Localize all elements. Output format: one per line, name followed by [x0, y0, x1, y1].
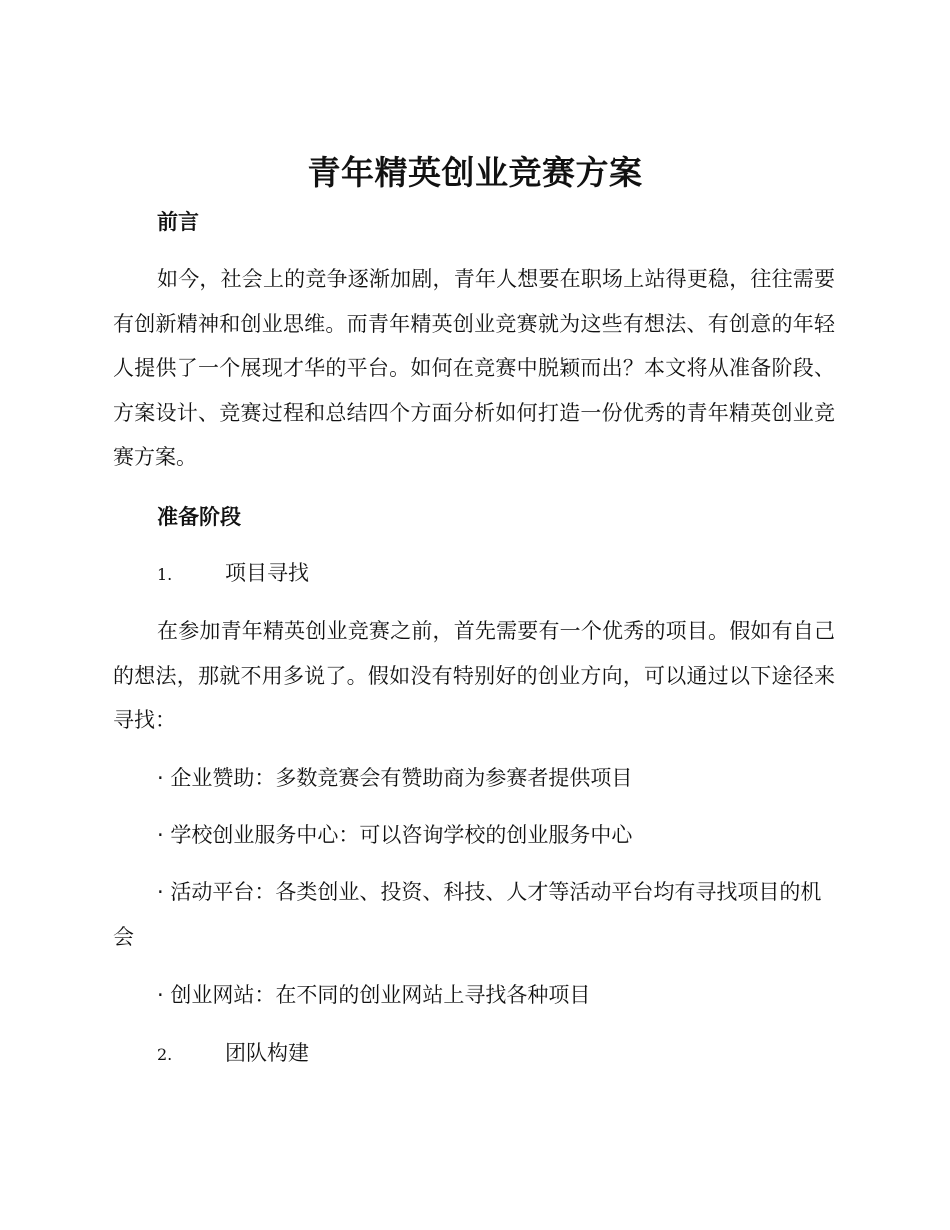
item-number: 2. [157, 1045, 173, 1064]
numbered-item-2 [157, 1038, 309, 1070]
bullet-item: · 活动平台：各类创业、投资、科技、人才等活动平台均有寻找项目的机会 [113, 880, 822, 949]
bullet-item: · 企业赞助：多数竞赛会有赞助商为参赛者提供项目 [157, 766, 633, 790]
item-number: 1. [157, 565, 173, 584]
project-search-paragraph: 在参加青年精英创业竞赛之前，首先需要有一个优秀的项目。假如有自己的想法，那就不用多说了。假如没有特别好的创业方向，可以通过以下途径来寻找： [113, 619, 835, 732]
document-title: 青年精英创业竞赛方案 [307, 153, 643, 192]
section-heading-preparation: 准备阶段 [157, 505, 241, 529]
section-heading-preface: 前言 [157, 210, 199, 234]
preface-paragraph: 如今，社会上的竞争逐渐加剧，青年人想要在职场上站得更稳，往往需要有创新精神和创业思维。而青年精英创业竞赛就为这些有想法、有创意的年轻人提供了一个展现才华的平台。如何在竞赛中脱颖而出？本文将从准备阶段、方案设计、竞赛过程和总结四个方面分析如何打造一份优秀的青年精英创业竞赛方案。 [113, 267, 835, 469]
bullet-item: · 学校创业服务中心：可以咨询学校的创业服务中心 [157, 823, 633, 847]
item-label: 项目寻找 [225, 561, 309, 585]
bullet-item: · 创业网站：在不同的创业网站上寻找各种项目 [157, 983, 591, 1007]
numbered-item-1 [157, 558, 309, 590]
item-label: 团队构建 [225, 1041, 309, 1065]
